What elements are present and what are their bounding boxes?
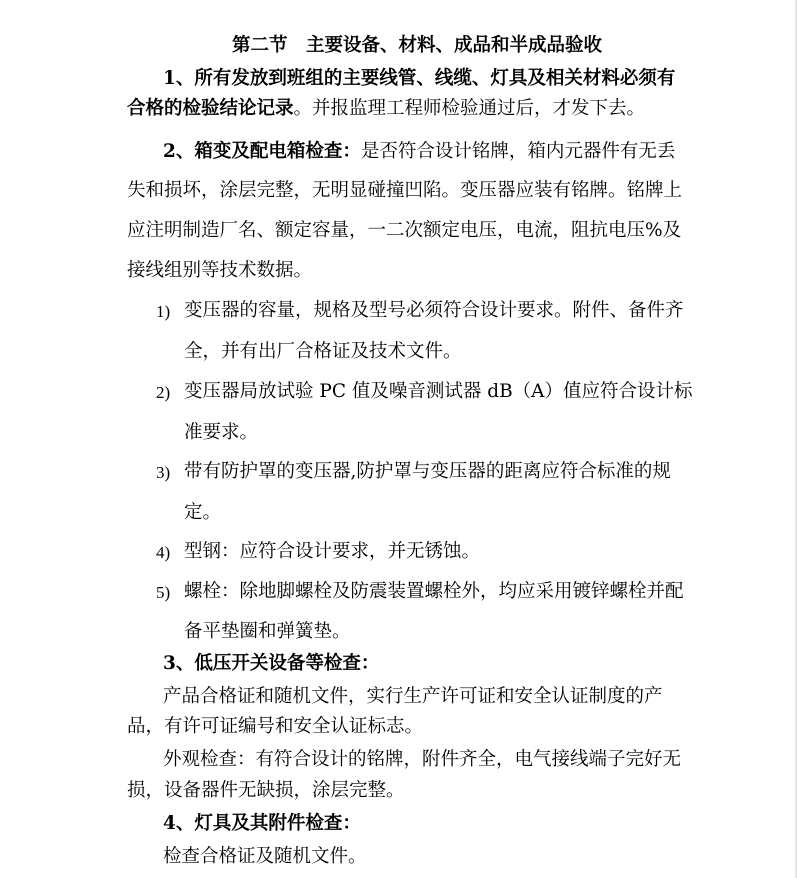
subitem-number: 2) — [156, 383, 171, 402]
item2-lead: 2、箱变及配电箱检查： — [163, 141, 361, 162]
subitem-number: 1) — [156, 302, 171, 321]
item3-p1-line1: 产品合格证和随机文件，实行生产许可证和安全认证制度的产 — [163, 686, 663, 707]
subitem-line2: 备平垫圈和弹簧垫。 — [184, 621, 351, 642]
item3-p1-line2: 品，有许可证编号和安全认证标志。 — [127, 716, 424, 737]
subitem-number: 3) — [156, 463, 171, 482]
subitem-line2: 全，并有出厂合格证及技术文件。 — [184, 341, 462, 362]
subitem-line2: 定。 — [184, 502, 222, 523]
subitem-line1: 螺栓：除地脚螺栓及防震装置螺栓外，均应采用镀锌螺栓并配 — [184, 581, 684, 602]
subitem-number: 4) — [156, 543, 171, 562]
subitem-line2: 准要求。 — [184, 422, 259, 443]
item4-line1: 检查合格证及随机文件。 — [163, 846, 367, 867]
item3-p2-line2: 损，设备器件无缺损，涂层完整。 — [127, 780, 405, 801]
subitem-line1: 变压器的容量，规格及型号必须符合设计要求。附件、备件齐 — [184, 300, 684, 321]
item1-line2-bold: 合格的检验结论记录 — [127, 98, 294, 119]
subitem-number: 5) — [156, 583, 171, 602]
subitem-line1: 带有防护罩的变压器,防护罩与变压器的距离应符合标准的规 — [184, 461, 671, 482]
item2-line4: 接线组别等技术数据。 — [127, 260, 313, 281]
item1-line2-rest: 。并报监理工程师检验通过后，才发下去。 — [293, 98, 646, 119]
section-title: 第二节 主要设备、材料、成品和半成品验收 — [232, 35, 603, 56]
item4-heading: 4、灯具及其附件检查： — [163, 813, 361, 834]
item3-heading: 3、低压开关设备等检查： — [163, 653, 380, 674]
item3-p2-line1: 外观检查：有符合设计的铭牌，附件齐全，电气接线端子完好无 — [163, 749, 682, 770]
item1-line2 — [127, 97, 645, 121]
item1-line1: 1、所有发放到班组的主要线管、线缆、灯具及相关材料必须有 — [163, 68, 676, 89]
item2-line1-rest: 是否符合设计铭牌，箱内元器件有无丢 — [360, 141, 676, 162]
subitem-line1: 型钢：应符合设计要求，并无锈蚀。 — [184, 541, 481, 562]
item2-line1 — [163, 140, 675, 164]
item2-line2: 失和损坏，涂层完整，无明显碰撞凹陷。变压器应装有铭牌。铭牌上 — [127, 180, 683, 201]
item2-line3: 应注明制造厂名、额定容量，一二次额定电压，电流，阻抗电压%及 — [127, 220, 682, 241]
subitem-line1: 变压器局放试验 PC 值及噪音测试器 dB（A）值应符合设计标 — [184, 381, 693, 402]
